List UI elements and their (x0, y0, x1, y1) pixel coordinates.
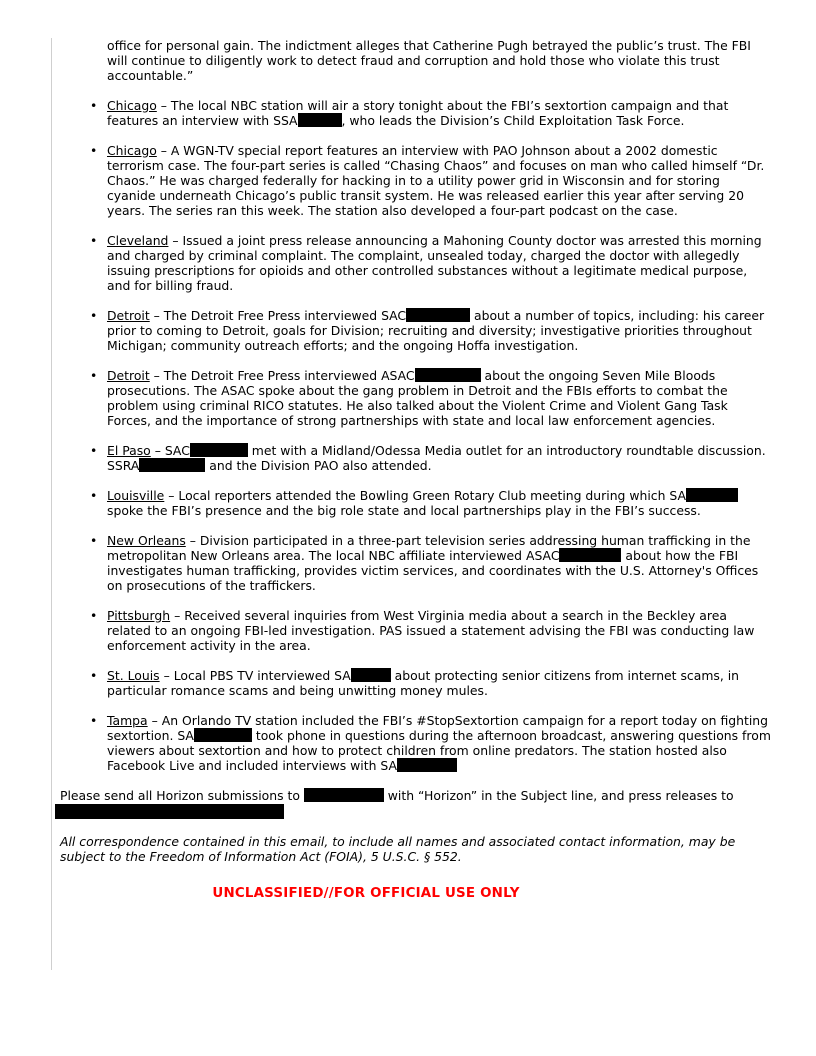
item-text: – Received several inquiries from West Virginia media about a search in the Beckley area related to an ongoing FBI-led investigation. PAS issued a statement advising the FBI was conducting law enforcement activity in the area. (107, 608, 755, 653)
email-body (60, 38, 772, 901)
item-text: – Division participated in a three-part television series addressing human trafficking in the metropolitan New Orleans area. The local NBC affiliate interviewed ASAC (107, 533, 751, 563)
list-item (60, 233, 772, 293)
submission-instructions (60, 788, 772, 819)
item-text: – Local reporters attended the Bowling Green Rotary Club meeting during which SA (164, 488, 686, 503)
bullet: • (90, 443, 98, 458)
list-item (60, 488, 772, 518)
redaction-box (559, 548, 621, 562)
bullet: • (90, 488, 98, 503)
office-name: Chicago (107, 143, 157, 158)
office-name: Tampa (107, 713, 148, 728)
redaction-box (139, 458, 205, 472)
list-item (60, 443, 772, 473)
item-text: – A WGN-TV special report features an interview with PAO Johnson about a 2002 domestic terrorism case. The four-part series is called “Chasing Chaos” and focuses on man who called himself “Dr. Chaos.” He was charged federally for hacking in to a utility power grid in Wisconsin and for storing cyanide underneath Chicago’s public transit system. He was released earlier this year after serving 20 years. The series ran this week. The station also developed a four-part podcast on the case. (107, 143, 765, 218)
item-text: – Issued a joint press release announcing a Mahoning County doctor was arrested this morning and charged by criminal complaint. The complaint, unsealed today, charged the doctor with allegedly issuing prescriptions for opioids and other controlled substances without a legitimate medical purpose, and for billing fraud. (107, 233, 762, 293)
item-text: spoke the FBI’s presence and the big role state and local partnerships play in the FBI’s success. (107, 503, 701, 518)
redaction-box (298, 113, 342, 127)
instruction-text: with “Horizon” in the Subject line, and press releases to (383, 788, 734, 803)
office-updates-list (60, 98, 772, 773)
office-name: Louisville (107, 488, 165, 503)
item-text: about the ongoing Seven Mile Bloods prosecutions. The ASAC spoke about the gang problem in Detroit and the FBIs efforts to combat the problem using criminal RICO statutes. He also talked about the Violent Crime and Violent Gang Task Forces, and the importance of strong partnerships with state and local law enforcement agencies. (107, 368, 728, 428)
list-item (60, 668, 772, 698)
classification-banner: UNCLASSIFIED//FOR OFFICIAL USE ONLY (212, 886, 520, 901)
margin-rule (51, 38, 52, 970)
list-item (60, 368, 772, 428)
bullet: • (90, 713, 98, 728)
redaction-box (190, 443, 248, 457)
redaction-box (397, 758, 457, 772)
list-item (60, 608, 772, 653)
office-name: Detroit (107, 368, 150, 383)
list-item (60, 143, 772, 218)
redaction-box (194, 728, 252, 742)
bullet: • (90, 608, 98, 623)
foia-disclaimer: All correspondence contained in this email, to include all names and associated contact information, may be subject to the Freedom of Information Act (FOIA), 5 U.S.C. § 552. (60, 834, 736, 864)
bullet: • (90, 233, 98, 248)
redaction-box (415, 368, 481, 382)
instruction-text: Please send all Horizon submissions to (60, 788, 304, 803)
redaction-box (304, 788, 384, 802)
item-text: about how the FBI investigates human trafficking, provides victim services, and coordinates with the U.S. Attorney's Offices on prosecutions of the traffickers. (107, 548, 759, 593)
redaction-box (686, 488, 738, 502)
redaction-box (406, 308, 470, 322)
list-item (60, 308, 772, 353)
item-text: met with a Midland/Odessa Media outlet for an introductory roundtable discussion. SSRA (107, 443, 766, 473)
office-name: New Orleans (107, 533, 186, 548)
item-text: about a number of topics, including: his career prior to coming to Detroit, goals for Division; recruiting and diversity; investigative priorities throughout Michigan; community outreach efforts; and the ongoing Hoffa investigation. (107, 308, 765, 353)
office-name: Pittsburgh (107, 608, 171, 623)
list-item (60, 98, 772, 128)
bullet: • (90, 368, 98, 383)
office-name: St. Louis (107, 668, 160, 683)
redaction-box (55, 804, 284, 819)
item-text: about protecting senior citizens from internet scams, in particular romance scams and being unwitting money mules. (107, 668, 740, 698)
item-text: – The Detroit Free Press interviewed SAC (149, 308, 407, 323)
office-name: Detroit (107, 308, 150, 323)
bullet: • (90, 143, 98, 158)
bullet: • (90, 98, 98, 113)
office-name: Chicago (107, 98, 157, 113)
item-text: – The local NBC station will air a story tonight about the FBI’s sextortion campaign and that features an interview with SSA (107, 98, 729, 128)
item-text: , who leads the Division’s Child Exploitation Task Force. (341, 113, 685, 128)
list-item (60, 713, 772, 773)
item-text: – The Detroit Free Press interviewed ASAC (149, 368, 415, 383)
bullet: • (90, 308, 98, 323)
bullet: • (90, 668, 98, 683)
office-name: Cleveland (107, 233, 169, 248)
item-text: – An Orlando TV station included the FBI’s #StopSextortion campaign for a report today on fighting sextortion. SA (107, 713, 769, 743)
item-text: – SAC (150, 443, 190, 458)
intro-quote-continuation: office for personal gain. The indictment alleges that Catherine Pugh betrayed the public’s trust. The FBI will continue to diligently work to detect fraud and corruption and hold those who violate this trust accountable.” (107, 38, 751, 83)
bullet: • (90, 533, 98, 548)
office-name: El Paso (107, 443, 151, 458)
list-item (60, 533, 772, 593)
item-text: and the Division PAO also attended. (205, 458, 432, 473)
redaction-box (351, 668, 391, 682)
item-text: took phone in questions during the afternoon broadcast, answering questions from viewers about sextortion and how to protect children from online predators. The station hosted also Facebook Live and included interviews with SA (107, 728, 771, 773)
item-text: – Local PBS TV interviewed SA (159, 668, 351, 683)
